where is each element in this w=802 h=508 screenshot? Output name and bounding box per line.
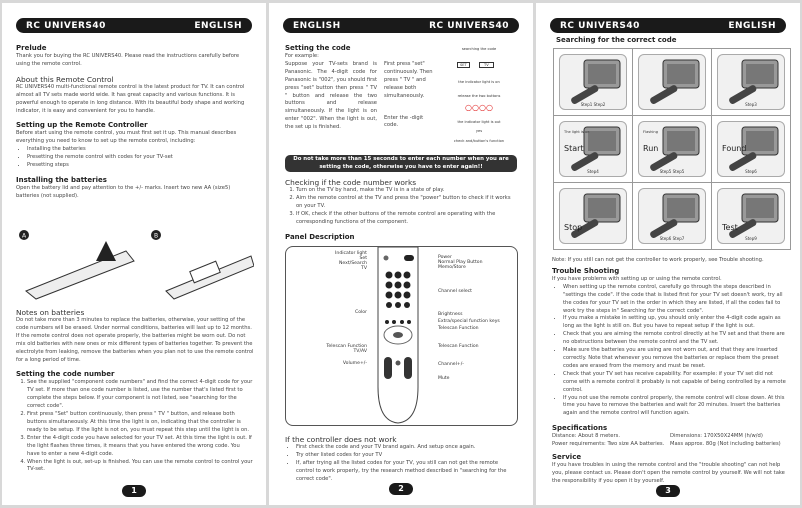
list-item: • When setting up the remote control, carefully go through the steps described in "settings the code". If the code that is listed first for your TV set doesn't work, try all the codes for your TV set in the order in which they are listed, if all the codes fail to work try the steps in" Searching for the correct code".	[563, 284, 788, 316]
panel-label: Telescan Function	[438, 326, 479, 331]
language-label: ENGLISH	[194, 20, 242, 31]
not-work-title: If the controller does not work	[285, 435, 397, 444]
list-item: • Presetting steps	[27, 162, 254, 170]
panel-label: Normal Play Button	[438, 260, 483, 265]
step-word: Run	[643, 144, 659, 153]
list-item: 2. Aim the remote control at the TV and press the "power" button to check if it works on your TV.	[296, 195, 517, 211]
language-label: ENGLISH	[293, 20, 341, 31]
step-note: Flashing	[643, 130, 658, 134]
search-title: Searching for the correct code	[556, 36, 677, 44]
list-item: • Make sure the batteries you are using are not worn out, and that they are inserted correctly. Note that whenever you remove the batteries or replace them the preset codes are erased from the memory and must be reset.	[563, 347, 788, 371]
flow-step: release the two buttons	[457, 94, 501, 98]
checking-title: Checking if the code number works	[285, 178, 417, 187]
list-item: • If you make a mistake in setting up, you should only enter the 4-digit code again as long as the light is still on. But you have to repeat setup if the light is out.	[563, 315, 788, 331]
page-3	[536, 3, 800, 505]
panel-label: Telescan Function	[326, 344, 367, 349]
brand-title: RC UNIVERS40	[560, 20, 640, 31]
panel-label: Set	[359, 256, 367, 261]
panel-label: Color	[355, 310, 367, 315]
step-caption: Step6	[745, 169, 757, 174]
panel-label: Channel+/-	[438, 362, 464, 367]
batteries-title: Installing the batteries	[16, 175, 107, 184]
step-note: The light is on	[564, 130, 590, 134]
panel-label: Indicator light	[335, 251, 367, 256]
panel-label: Mute	[438, 376, 450, 381]
page-number: 2	[389, 483, 413, 495]
list-item: 1. See the supplied "component code numbers" and find the correct 4-digit code for your TV set. If more than one code number is listed, use the number that's listed first to complete the steps below. If your component is not listed, see "searching for the correct code".	[27, 379, 254, 411]
flow-step: yes	[475, 129, 483, 133]
step-text: Enter the -digit code.	[384, 114, 424, 129]
brand-title: RC UNIVERS40	[429, 20, 509, 31]
tv-illustration	[639, 55, 707, 111]
step-cell	[711, 115, 791, 183]
setup-title: Setting up the Remote Controller	[16, 121, 148, 130]
step-illustration	[638, 54, 706, 110]
page-header	[283, 18, 519, 33]
language-label: ENGLISH	[728, 20, 776, 31]
step-caption: Step1 Step2	[580, 102, 606, 107]
step-cell	[711, 48, 791, 116]
notes-text: Do not take more than 3 minutes to replace the batteries, otherwise, your setting of the code numbers will be erased. Under normal conditions, batteries will last up to 12 months. If the remote control does not operate properly, the batteries might be worn out. Do not mix old batteries with new ones or mix different types of batteries together. To prevent the electrolyte from leaking, remove the batteries when you plan not to use the remote control for a long period of time.	[16, 317, 254, 363]
step-illustration	[559, 188, 627, 244]
flow-step: searching the code	[461, 47, 497, 51]
list-item: 3. If OK, check if the other buttons of the remote control are operating with the corresponding functions of the component.	[296, 211, 517, 227]
step-caption: Step5 Step5	[659, 169, 685, 174]
panel-box	[285, 246, 518, 426]
panel-label: Brightness	[438, 312, 463, 317]
note-text: Note: If you still can not get the controller to work properly, see Trouble shooting.	[552, 257, 764, 263]
step-word: Test	[722, 223, 738, 232]
page-2	[269, 3, 533, 505]
spec-power: Power requirements: Two size AA batteries.	[552, 441, 665, 448]
step-cell	[632, 182, 712, 250]
panel-label: Telescan Function	[438, 344, 479, 349]
panel-label: Next/Search	[338, 261, 367, 266]
battery-install-figure	[16, 221, 254, 301]
about-text: RC UNIVERS40 multi-functional remote control is the latest product for TV. It can control almost all TV sets made world wide. It has great capacity and various functions. It is powerful enough to operate in long distance. With its beautiful body shape and working indicator, it is easy and convenient for you to handle.	[16, 83, 245, 114]
panel-label: Volume+/-	[342, 361, 367, 366]
specs-title: Specifications	[552, 424, 608, 433]
list-item: 3. Enter the 4-digit code you have selected for your TV set. At this time the light is out. If the light flashes three times, it means that you have entered the wrong code. You have to enter a new 4-digit code.	[27, 435, 254, 459]
step-cell	[553, 182, 633, 250]
list-item: • First check the code and your TV brand again. And setup once again.	[296, 444, 517, 452]
step-caption: Step4	[587, 169, 599, 174]
step-text: First press "set" continuously. Then press " TV " and release both simultaneously.	[384, 61, 433, 99]
tv-illustration	[560, 189, 628, 245]
flow-diagram: searching the code SET TV the indicator light is on release the two buttons ○○○○ the indicator light is out yes check and/button's function	[439, 47, 519, 147]
flow-step: the indicator light is on	[458, 80, 500, 84]
page-number: 1	[122, 485, 146, 497]
page-header	[16, 18, 252, 33]
panel-label: Channel select	[438, 289, 472, 294]
code-number-title: Setting the code number	[16, 370, 115, 379]
list-item: • Check that you are aiming the remote control directly at he TV set and that there are no obstructions between the remote control and the TV set.	[563, 331, 788, 347]
step-word: Stop	[564, 223, 583, 232]
notes-title: Notes on batteries	[16, 308, 85, 317]
step-cell	[553, 48, 633, 116]
panel-label: Power	[438, 255, 452, 260]
step-word: Found	[722, 144, 747, 153]
figure-b-label: B	[153, 232, 159, 240]
step-caption: Step3	[745, 102, 757, 107]
about-title: About this Remote Control	[16, 74, 114, 84]
step-word: Start	[564, 144, 584, 153]
prelude-title: Prelude	[16, 44, 47, 52]
list-item: • Check that your TV set has receive capability. For example: if your TV set did not come with a remote control it probably is not capable of being controlled by a remote control.	[563, 371, 788, 395]
panel-title: Panel Description	[285, 232, 355, 241]
flow-step: check and/button's function	[453, 139, 505, 143]
setting-code-title: Setting the code	[285, 44, 351, 52]
step-caption: Step6 Step7	[659, 236, 685, 241]
list-item: 4. When the light is out, set-up is finished. You can use the remote control to control your TV-set.	[27, 459, 254, 475]
list-item: • Installing the batteries	[27, 146, 254, 154]
list-item: • Try other listed codes for your TV	[296, 452, 517, 460]
spec-mass: Mass approx. 80g (Not including batteries)	[670, 441, 781, 448]
setting-code-text: Suppose your TV-sets brand is Panasonic. The 4-digit code for Panasonic is "002", you should first press "set" button then press " TV " button and release the two buttons and release simultaneously. If the light is on enter "002". When the light is out, the set up is finished.	[285, 60, 377, 131]
warning-banner: Do not take more than 15 seconds to enter each number when you are setting the code, otherwise you have to enter again!!	[285, 155, 517, 172]
step-caption: Step9	[745, 236, 757, 241]
prelude-text: Thank you for buying the RC UNIVERS40. Please read the instructions carefully before using the remote control.	[16, 53, 240, 67]
page-header	[550, 18, 786, 33]
page-number: 3	[656, 485, 680, 497]
step-cell	[553, 115, 633, 183]
panel-label: TV	[361, 266, 367, 271]
example-label: For example:	[285, 53, 319, 59]
list-item: • If you not use the remote control properly, the remote control will close down. At this time you have to remove the batteries and wait for 20 minutes. Insert the batteries again and the remote control will function again.	[563, 395, 788, 419]
page-1	[2, 3, 266, 505]
step-cell	[632, 48, 712, 116]
remote-control-image	[374, 247, 422, 425]
panel-label: Memo/Store	[438, 265, 466, 270]
flow-tv-box: TV	[479, 62, 494, 68]
list-item: 2. First press "Set" button continuously, then press " TV " button, and release both buttons simultaneously. At this time the light is on, indicating that the controller is ready to be setup. If the light is not on, you must repeat this step until the light is on.	[27, 411, 254, 435]
flow-set-box: SET	[457, 62, 470, 68]
figure-a-label: A	[21, 232, 27, 240]
brand-title: RC UNIVERS40	[26, 20, 106, 31]
spec-dimensions: Dimensions: 170X50X24MM (h/w/d)	[670, 433, 763, 440]
step-cell	[632, 115, 712, 183]
list-item: • If, after trying all the listed codes for your TV, you still can not get the remote control to work properly, try the research method described in "searching for the correct code".	[296, 460, 517, 484]
step-cell	[711, 182, 791, 250]
list-item: 1. Turn on the TV by hand, make the TV is in a state of play.	[296, 187, 517, 195]
trouble-title: Trouble Shooting	[552, 266, 620, 275]
spec-distance: Distance: About 8 meters.	[552, 433, 620, 440]
service-text: If you have troubles in using the remote control and the "trouble shooting" can not help you, please contact us. Please don't open the remote control by yourself. We will not take the responsibility if you open it by yourself.	[552, 462, 785, 484]
list-item: • Presetting the remote control with codes for your TV-set	[27, 154, 254, 162]
service-title: Service	[552, 453, 582, 462]
trouble-intro: If you have problems with setting up or using the remote control.	[552, 275, 722, 282]
panel-label: TV/AV	[353, 349, 367, 354]
batteries-text: Open the battery lid and pay attention to the +/- marks. Insert two new AA (size5) batteries (not supplied).	[16, 184, 231, 199]
flow-step: the indicator light is out	[457, 120, 501, 124]
setup-text: Before start using the remote control, you must first set it up. This manual describes everything you need to know to set up the remote control, including:	[16, 130, 237, 145]
panel-label: Extra/special function keys	[438, 319, 500, 324]
